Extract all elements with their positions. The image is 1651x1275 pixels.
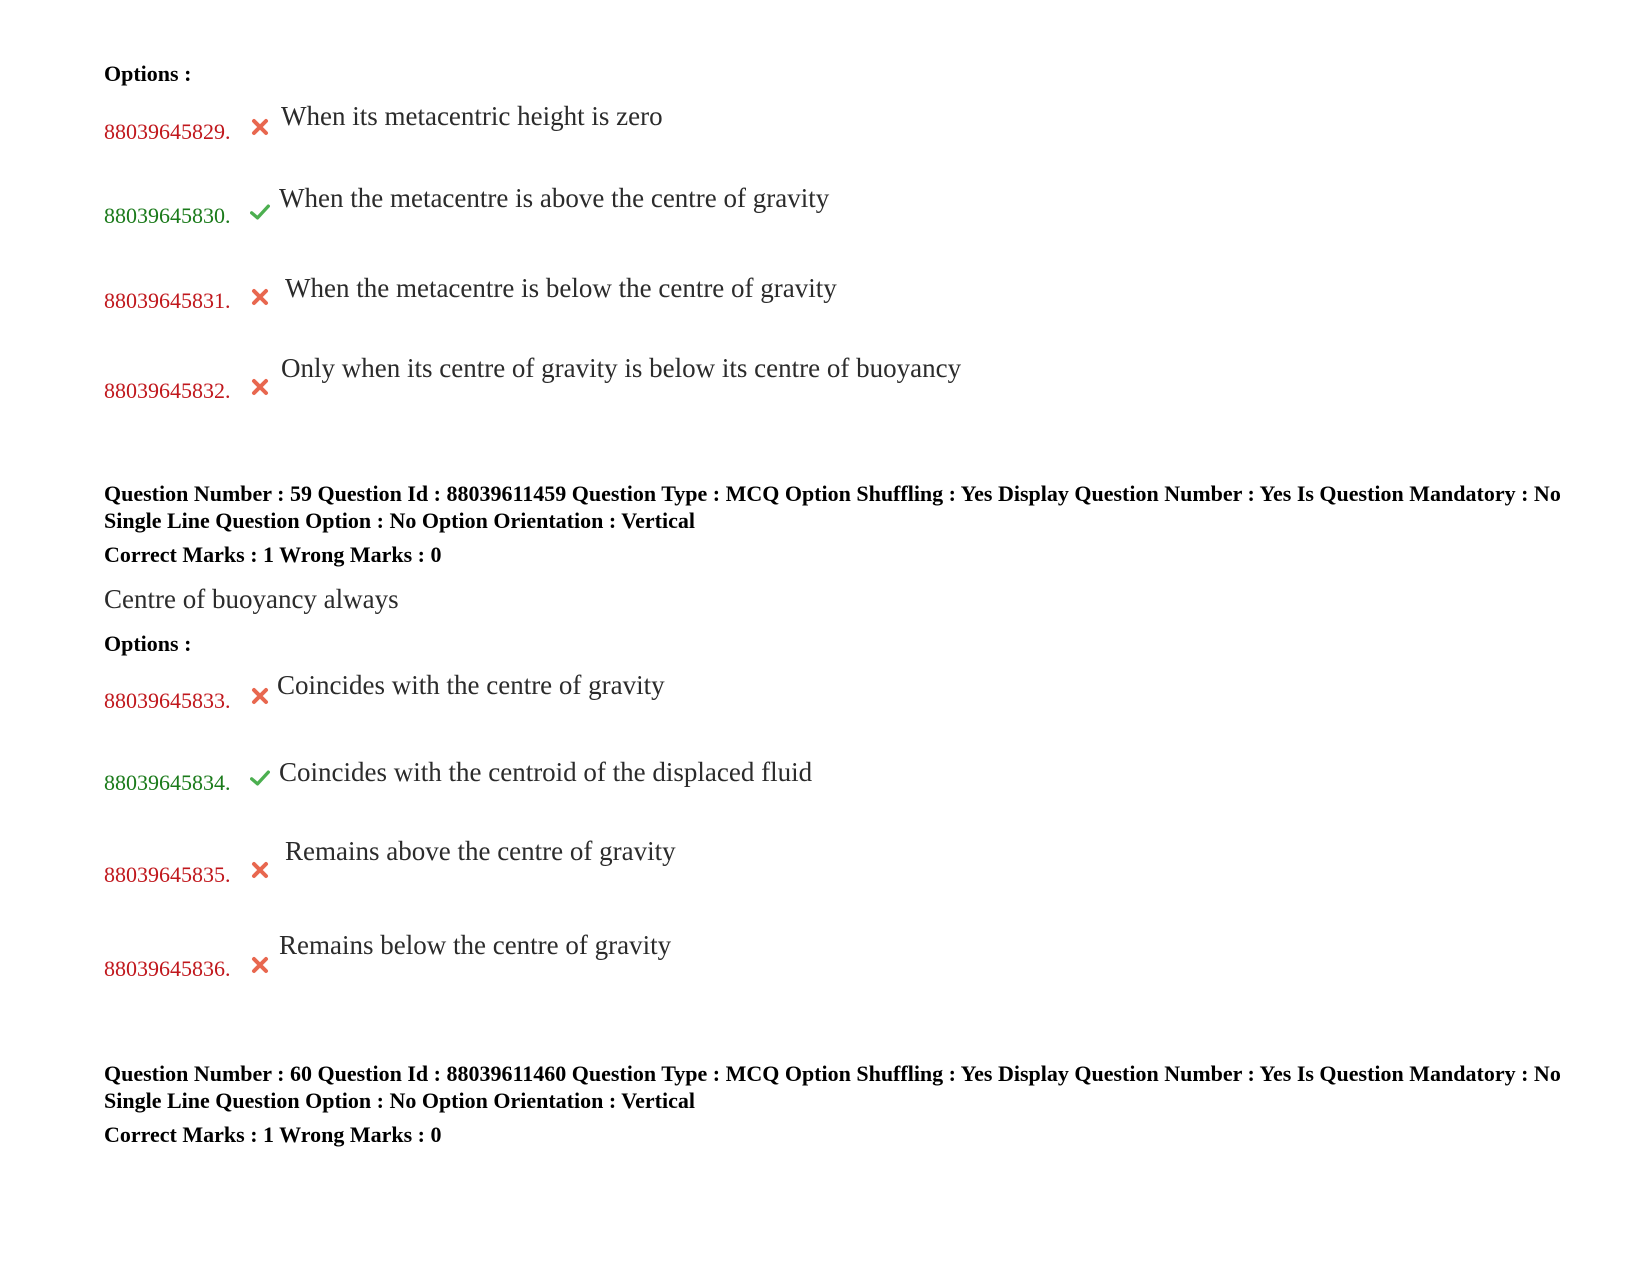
- option-id: 88039645835.: [104, 862, 231, 887]
- check-icon: [250, 202, 270, 222]
- question-marks: Correct Marks : 1 Wrong Marks : 0: [104, 1122, 442, 1147]
- cross-icon: [250, 686, 270, 706]
- option-id: 88039645834.: [104, 770, 231, 795]
- option-text: Coincides with the centroid of the displaced fluid: [279, 757, 813, 787]
- option-id: 88039645832.: [104, 378, 231, 403]
- option-text: When the metacentre is above the centre of gravity: [279, 183, 830, 213]
- option-text: Coincides with the centre of gravity: [277, 670, 665, 700]
- check-icon: [250, 768, 270, 788]
- question-text: Centre of buoyancy always: [104, 584, 399, 614]
- option-text: When the metacentre is below the centre of gravity: [285, 273, 837, 303]
- question-meta: Question Number : 59 Question Id : 88039611459 Question Type : MCQ Option Shuffling : Yes Display Question Number : Yes Is Question Mandatory : No Single Line Question Option : No Option Orientation : Vertical: [104, 481, 1561, 533]
- cross-icon: [250, 287, 270, 307]
- cross-icon: [250, 117, 270, 137]
- option-text: Only when its centre of gravity is below its centre of buoyancy: [281, 353, 962, 383]
- option-text: Remains below the centre of gravity: [279, 930, 672, 960]
- options-label: Options :: [104, 61, 192, 86]
- option-id: 88039645833.: [104, 688, 231, 713]
- option-id: 88039645831.: [104, 288, 231, 313]
- option-id: 88039645829.: [104, 119, 231, 144]
- option-text: When its metacentric height is zero: [281, 101, 663, 131]
- option-id: 88039645830.: [104, 203, 231, 228]
- cross-icon: [250, 955, 270, 975]
- cross-icon: [250, 860, 270, 880]
- options-label: Options :: [104, 631, 192, 656]
- option-id: 88039645836.: [104, 956, 231, 981]
- cross-icon: [250, 377, 270, 397]
- question-marks: Correct Marks : 1 Wrong Marks : 0: [104, 542, 442, 567]
- option-text: Remains above the centre of gravity: [285, 836, 676, 866]
- question-meta: Question Number : 60 Question Id : 88039611460 Question Type : MCQ Option Shuffling : Yes Display Question Number : Yes Is Question Mandatory : No Single Line Question Option : No Option Orientation : Vertical: [104, 1061, 1561, 1113]
